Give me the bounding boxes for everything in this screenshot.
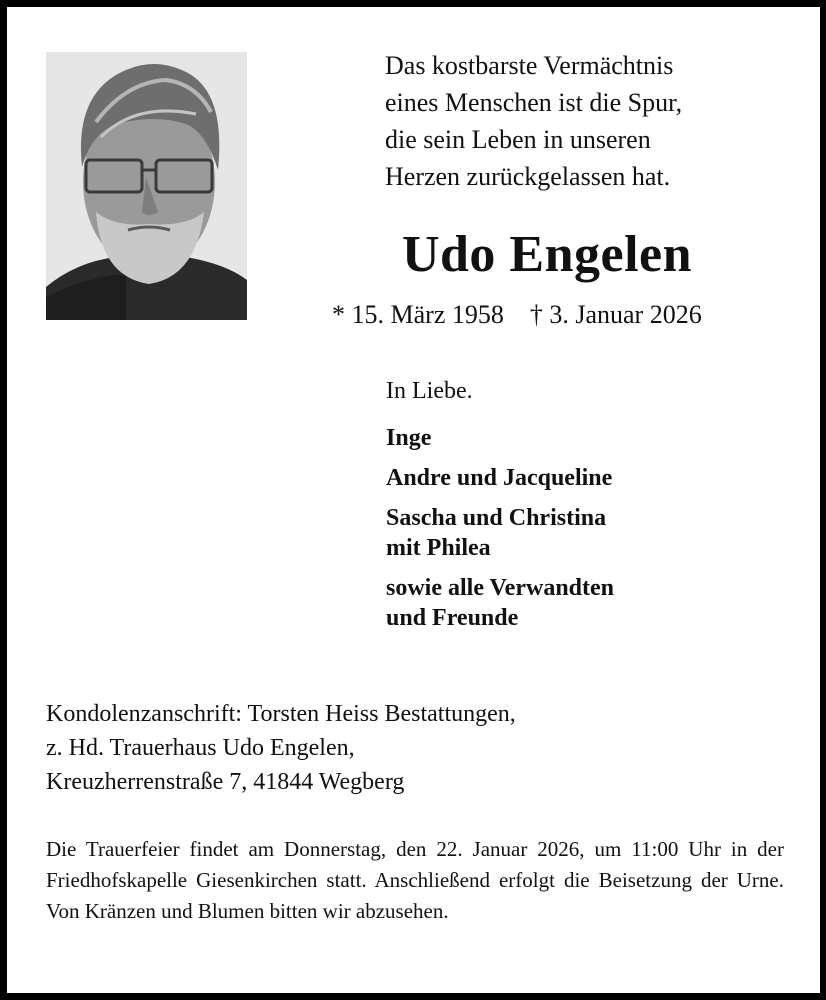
obituary-notice: [7, 7, 820, 993]
birth-date: * 15. März 1958: [332, 300, 504, 329]
quote-line: Das kostbarste Vermächtnis: [385, 51, 674, 80]
mourner-group: [386, 573, 806, 633]
address-line: Kreuzherrenstraße 7, 41844 Wegberg: [46, 769, 405, 795]
mourner-group: [386, 503, 806, 563]
quote-line: eines Menschen ist die Spur,: [385, 88, 683, 117]
portrait-image-icon: [46, 52, 247, 320]
deceased-name: Udo Engelen: [401, 226, 693, 283]
mourner-group: [386, 463, 806, 493]
mourner-line: mit Philea: [386, 535, 491, 561]
condolence-address: [46, 697, 806, 799]
mourner-line: und Freunde: [386, 605, 519, 631]
portrait-photo: [46, 52, 247, 320]
mourner-line: Inge: [386, 425, 432, 451]
mourner-group: [386, 423, 806, 453]
mourner-line: Sascha und Christina: [386, 505, 607, 531]
quote-line: Herzen zurückgelassen hat.: [385, 162, 671, 191]
mourner-line: Andre und Jacqueline: [386, 465, 613, 491]
memorial-quote: [385, 47, 805, 195]
death-date: † 3. Januar 2026: [529, 300, 702, 329]
mourners-list: [386, 423, 806, 643]
quote-line: die sein Leben in unseren: [385, 125, 651, 154]
closing-phrase: In Liebe.: [386, 378, 473, 404]
life-dates: [332, 298, 812, 332]
address-line: Kondolenzanschrift: Torsten Heiss Bestattungen,: [46, 701, 516, 727]
funeral-service-info: Die Trauerfeier findet am Donnerstag, den 22. Januar 2026, um 11:00 Uhr in der Friedhofskapelle Giesenkirchen statt. Anschließend erfolgt die Beisetzung der Urne. Von Kränzen und Blumen bitten wir abzusehen.: [46, 837, 784, 923]
address-line: z. Hd. Trauerhaus Udo Engelen,: [46, 735, 355, 761]
mourner-line: sowie alle Verwandten: [386, 575, 614, 601]
